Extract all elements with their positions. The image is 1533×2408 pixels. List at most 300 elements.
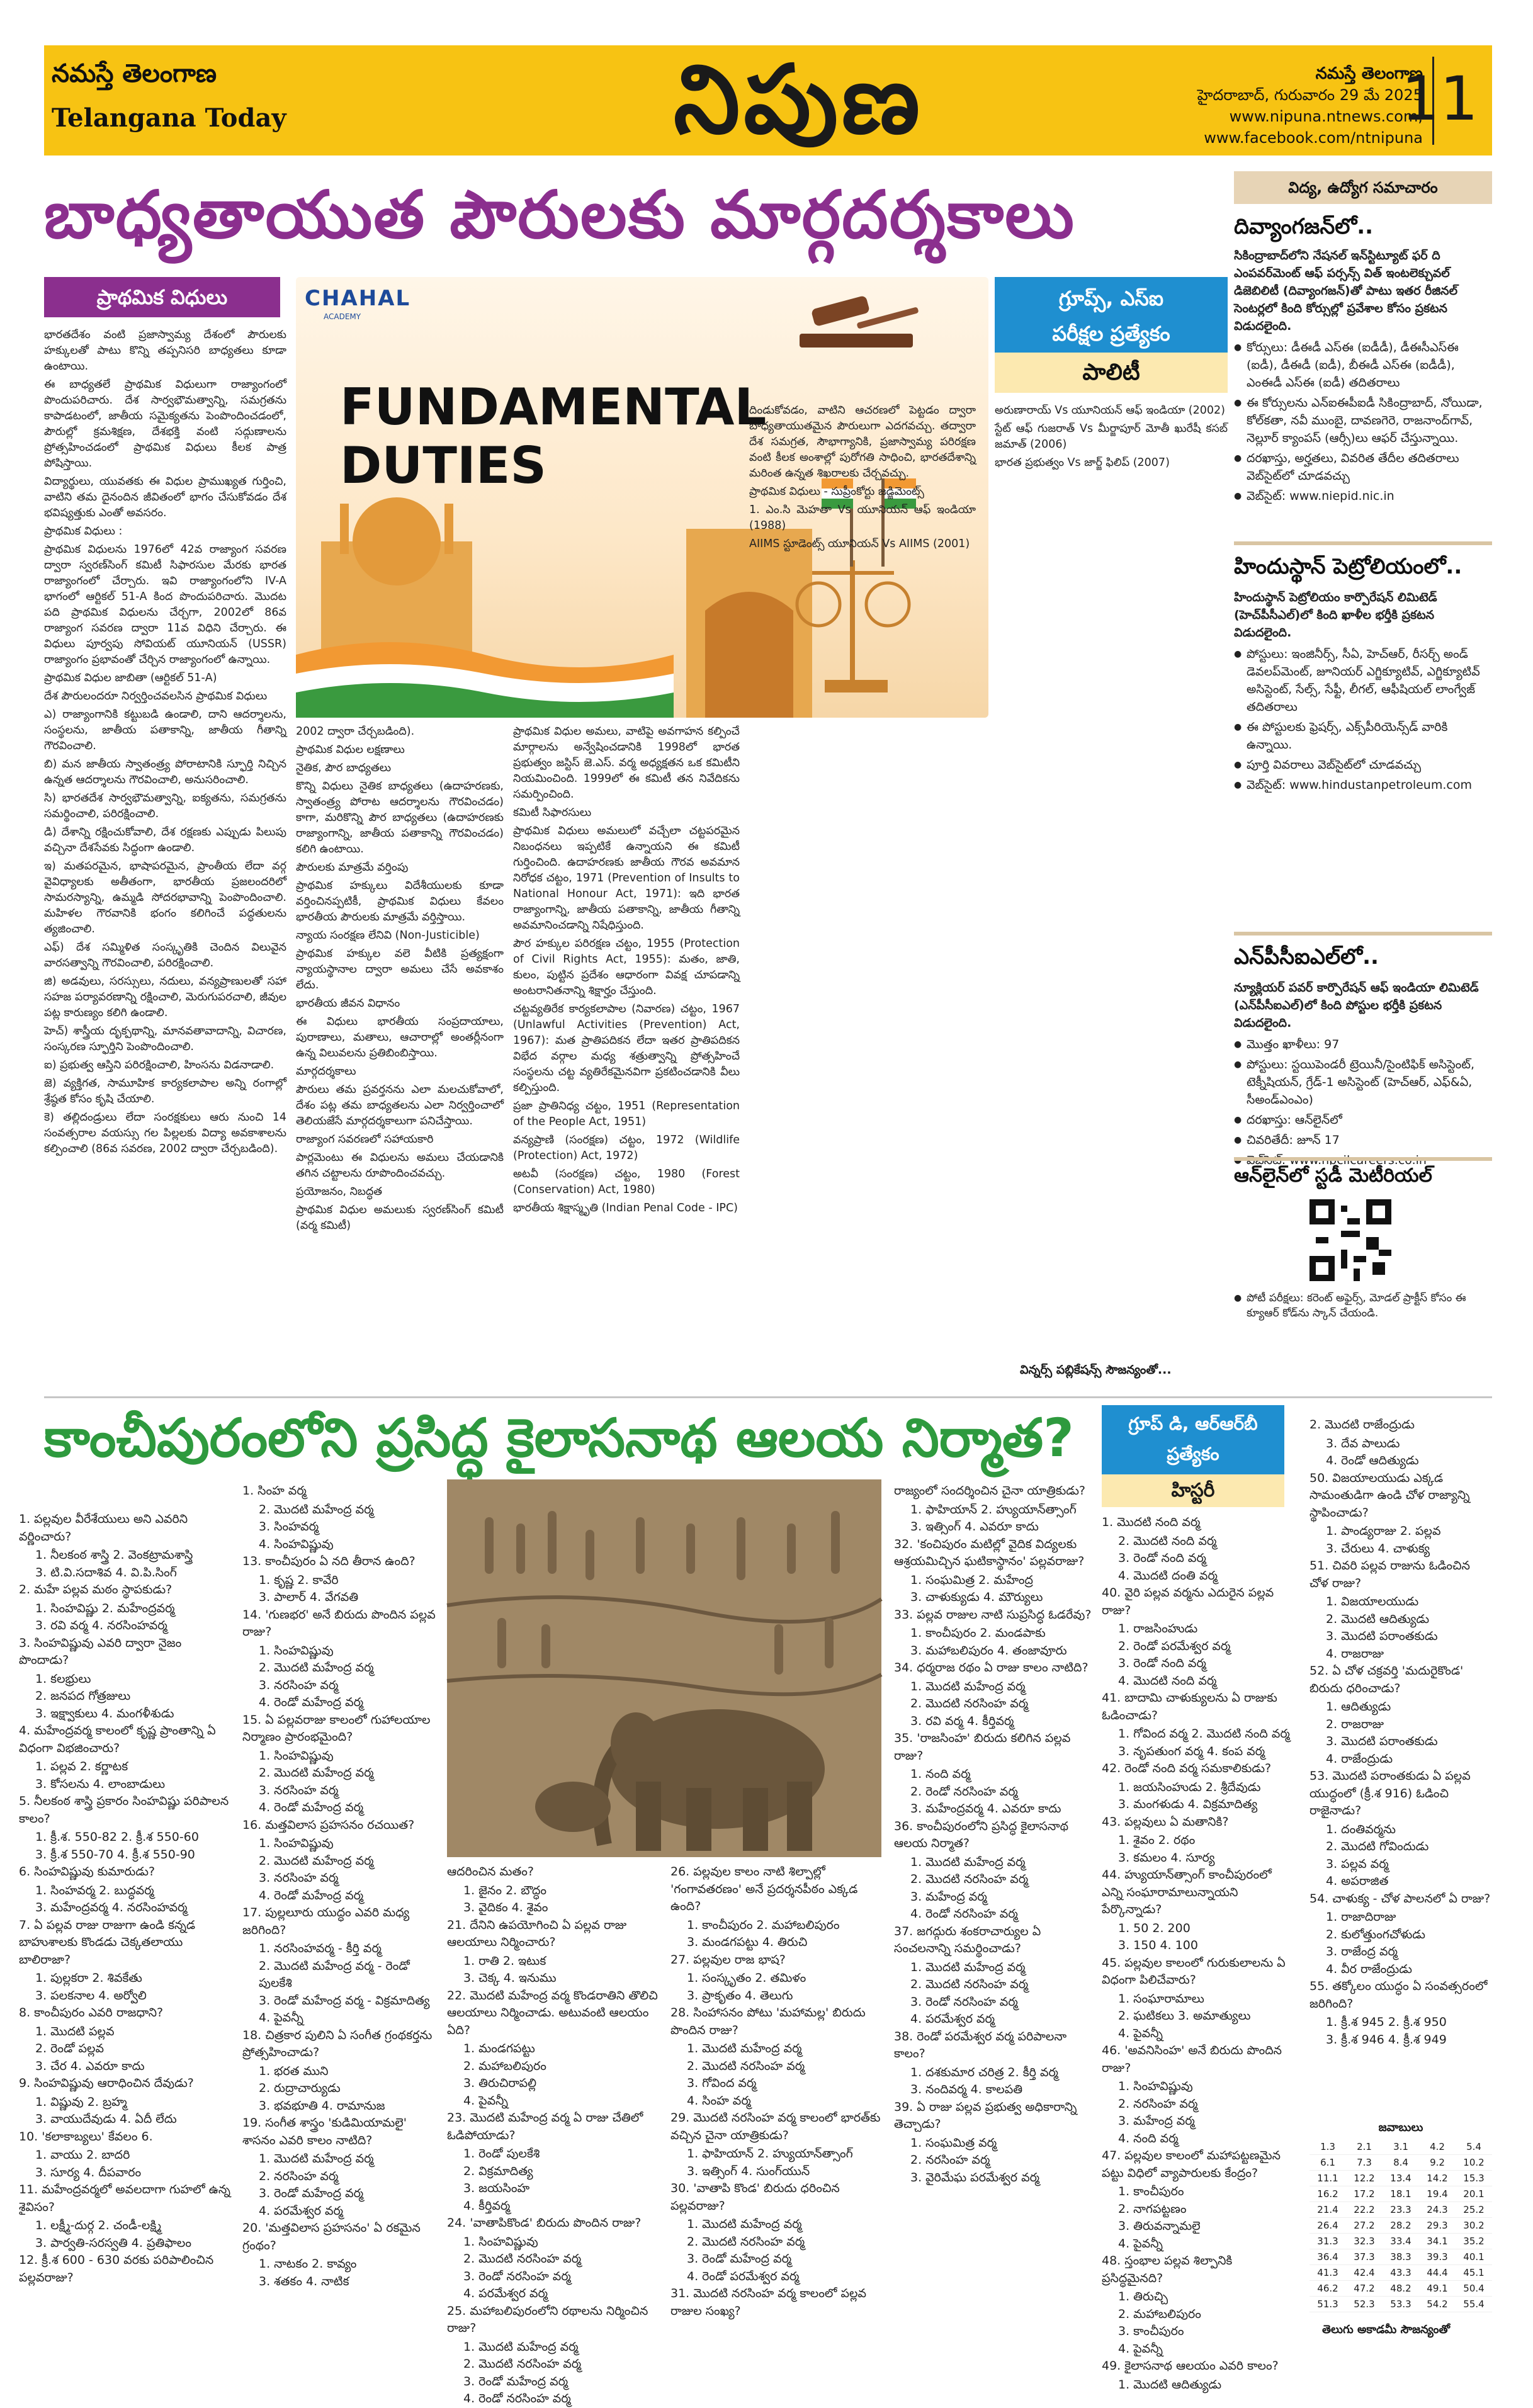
question-option: 2. రుద్రాచార్యుడు	[259, 2081, 341, 2095]
answer-key-table	[1310, 2118, 1492, 2312]
question-text: 19. సంగీత శాస్త్రం 'కుడిమియామలై' శాసనం ఎవరి కాలం నాటిది?	[242, 2116, 407, 2147]
question-option: 1. మొదటి మహేంద్ర వర్మ	[910, 1679, 1026, 1693]
question-option: 1. రాజసింహుడు	[1118, 1622, 1198, 1636]
answer-row	[1310, 2297, 1492, 2312]
divyangjan-box	[1234, 247, 1492, 507]
answer-row	[1310, 2234, 1492, 2249]
question-text: 6. సింహవిష్ణువు కుమారుడు?	[19, 1865, 156, 1879]
question-option: 4. నంది వర్మ	[1118, 2131, 1179, 2145]
question-option: 4. పైవన్నీ	[463, 2093, 509, 2108]
sidebar-list-item: ● పోస్టులు: ఇంజినీర్స్, సీఏ, హెచ్‌ఆర్, రీసర్చ్ అండ్ డెవలప్‌మెంట్, జూనియర్ ఎగ్జిక్యూటివ్, ఎగ్జిక్యూటివ్ అసిస్టెంట్, సేల్స్, సేఫ్టీ, లీగల్, ఆఫీషియల్ లాంగ్వేజ్ తదితరాలు	[1234, 645, 1492, 716]
question-option: 4. పరమేశ్వర వర్మ	[463, 2286, 548, 2300]
question-option: 1. సింహవిష్ణువు	[463, 2234, 538, 2249]
question-option: 1. సింహవిష్ణువు	[1118, 2079, 1193, 2093]
question-text: 39. ఏ రాజు పల్లవ ప్రభుత్వ అధికారాన్ని తెచ్చాడు?	[894, 2100, 1077, 2131]
question-option: 3. మహేంద్ర వర్మ	[1118, 2114, 1195, 2128]
question-option: 3. నృపతుంగ వర్మ 4. కంప వర్మ	[1118, 1744, 1265, 1758]
article-paragraph: ప్రయోజనం, నిబద్ధత	[296, 1185, 383, 1198]
question-text: 40. వైరి పల్లవ వర్మను ఎదురైన పల్లవ రాజు?	[1102, 1586, 1274, 1617]
question-text: 45. పల్లవుల కాలంలో గురుకులాలను ఏ విధంగా పిలిచేవారు?	[1102, 1955, 1286, 1987]
groups-banner	[995, 277, 1228, 353]
answer-cell: 46.2	[1310, 2281, 1346, 2297]
question-text: 24. 'వాతాపికొండ' బిరుదు పొందిన రాజు?	[447, 2216, 642, 2230]
question-option: 1. పాండ్యరాజు 2. పల్లవ	[1326, 1524, 1441, 1538]
article-paragraph: ప్రాథమిక విధులు - సుప్రీంకోర్టు జడ్జిమెంట్స్	[749, 485, 924, 498]
question-option: 1. సింహవిష్ణువు	[259, 1643, 334, 1658]
npcil-list	[1234, 1036, 1492, 1169]
question-option: 1. విష్ణువు 2. బ్రహ్మ	[35, 2094, 127, 2109]
question-text: 16. మత్తవిలాస ప్రహసనం రచయిత?	[242, 1817, 415, 1832]
question-option: 4. మొదటి దంతి వర్మ	[1118, 1568, 1218, 1583]
question-option: 2. రెండో పరమేశ్వర వర్మ	[1118, 1639, 1231, 1653]
article-paragraph: ఈ బాధ్యతలే ప్రాథమిక విధులుగా రాజ్యాంగంలో పొందుపరిచారు. దేశ సార్వభౌమత్వాన్ని, సమగ్రతను కాపాడటంలో, జాతీయ సమైక్యతను పెంపొందించడంలో, పౌరుల్లో క్రమశిక్షణ, దేశభక్తి వంటి సద్గుణాలను ప్రోత్సహించడంలో ప్రాథమిక విధులు కీలక పాత్ర పోషిస్తాయి.	[44, 378, 286, 470]
question-text: 51. చివరి పల్లవ రాజును ఓడించిన చోళ రాజు?	[1310, 1559, 1470, 1590]
article-paragraph: ప్రజా ప్రాతినిధ్య చట్టం, 1951 (Representation of the People Act, 1951)	[513, 1100, 740, 1128]
question-text: 21. దేనిని ఉపయోగించి ఏ పల్లవ రాజు ఆలయాలు నిర్మించారు?	[447, 1918, 627, 1949]
question-option: 1. క్రీ.శ 945 2. క్రీ.శ 950	[1326, 2015, 1447, 2029]
article-column-1	[44, 327, 286, 1379]
question-text: 42. రెండో నంది వర్మ సమకాలికుడు?	[1102, 1761, 1272, 1775]
question-text: 18. చిత్రకార పులిని ఏ సంగీత గ్రంథకర్తను ప్రోత్సహించాడు?	[242, 2028, 433, 2059]
question-option: 4. పైవన్నీ	[1118, 2341, 1163, 2356]
section-divider	[44, 1396, 1492, 1398]
question-option: 3. రెండో మహేంద్ర వర్మ - విక్రమాదిత్య	[259, 1993, 430, 2008]
question-option: 3. నరసింహ వర్మ	[259, 1783, 339, 1797]
question-option: 2. రెండో నరసింహ వర్మ	[910, 1784, 1018, 1799]
question-option: 2. మొదటి నరసింహ వర్మ	[910, 1977, 1029, 1991]
answer-cell: 43.3	[1383, 2265, 1419, 2281]
question-option: 3. ప్రాకృతం 4. తెలుగు	[687, 1988, 793, 2003]
question-text: 20. 'మత్తవిలాస ప్రహసనం' ఏ రకమైన గ్రంథం?	[242, 2221, 421, 2253]
question-option: 4. రాజరాజు	[1326, 1646, 1384, 1661]
main-headline: బాధ్యతాయుత పౌరులకు మార్గదర్శకాలు	[44, 176, 1075, 253]
answer-cell: 25.2	[1456, 2202, 1492, 2218]
question-text: 49. కైలాసనాథ ఆలయం ఎవరి కాలం?	[1102, 2359, 1279, 2373]
question-option: 1. మండగపట్టు	[463, 2042, 535, 2055]
question-option: 3. చేరులు 4. చాళుక్య	[1326, 1541, 1430, 1556]
answer-cell: 18.1	[1383, 2186, 1419, 2202]
article-paragraph: జి) అడవులు, సరస్సులు, నదులు, వన్యప్రాణులతో సహా సహజ పర్యావరణాన్ని రక్షించాలి, మెరుగుపరచాలి, జీవుల పట్ల కారుణ్యం కలిగి ఉండాలి.	[44, 975, 286, 1019]
sidebar-list-item: ● ఈ పోస్టులకు ఫ్రెషర్స్, ఎక్స్‌పీరియెన్స్‌డ్ వారికి ఉన్నాయి.	[1234, 718, 1492, 754]
question-text: 48. స్తంభాల పల్లవ శిల్పానికి ప్రసిద్ధమైనది?	[1102, 2254, 1233, 2285]
article-paragraph: న్యాయ సంరక్షణ లేనివి (Non-Justicible)	[296, 929, 480, 942]
answer-cell: 34.1	[1419, 2234, 1456, 2249]
question-option: 3. రెండో నంది వర్మ	[1118, 1656, 1206, 1670]
question-option: 2. మొదటి మహేంద్ర వర్మ	[259, 1853, 374, 1868]
question-option: 1. సంఘమిత్ర వర్మ	[910, 2135, 997, 2150]
article-paragraph: ఈ విధులు భారతీయ సంప్రదాయాలు, పురాణాలు, మతాలు, ఆచారాల్లో అంతర్లీనంగా ఉన్న విలువలను ప్రతిబింబిస్తాయి.	[296, 1015, 504, 1060]
question-option: 3. పల్లవ వర్మ	[1326, 1857, 1389, 1871]
divyangjan-intro: సికింద్రాబాద్‌లోని నేషనల్ ఇన్‌స్టిట్యూట్ ఫర్ ది ఎంపవర్‌మెంట్ ఆఫ్ పర్సన్స్ విత్ ఇంటలెక్చువల్ డిజెబిలిటీ (దివ్యాంగజన్)తో పాటు ఇతర రీజినల్ సెంటర్లలో కింది కోర్సుల్లో ప్రవేశాల కోసం ప్రకటన విడుదలైంది.	[1234, 249, 1458, 333]
question-option: 4. పరమేశ్వర వర్మ	[910, 2012, 995, 2026]
answer-row	[1310, 2265, 1492, 2281]
question-option: 1. పల్లవ 2. కర్ణాటక	[35, 1760, 128, 1773]
answer-cell: 41.3	[1310, 2265, 1346, 2281]
article-paragraph: ప్రాథమిక విధుల జాబితా (ఆర్టికల్ 51-A)	[44, 672, 217, 684]
question-text: 46. 'అవనిసింహ' అనే బిరుదు పొందిన రాజు?	[1102, 2043, 1282, 2075]
question-option: 4. కీర్తివర్మ	[463, 2198, 511, 2213]
question-option: 3. రెండో మహేంద్ర వర్మ	[259, 2186, 364, 2200]
answer-cell: 36.4	[1310, 2249, 1346, 2265]
article-paragraph: ఎ) రాజ్యాంగానికి కట్టుబడి ఉండాలి, దాని ఆదర్శాలను, సంస్థలను, జాతీయ పతాకాన్ని, జాతీయ గీతాన్ని గౌరవించాలి.	[44, 708, 286, 752]
question-text: 29. మొదటి నరసింహ వర్మ కాలంలో భారత్‌కు వచ్చిన చైనా యాత్రికుడు?	[670, 2111, 881, 2142]
article-paragraph: భారతీయ శిక్షాస్మృతి (Indian Penal Code - IPC)	[513, 1202, 738, 1214]
question-option: 1. మొదటి మహేంద్ర వర్మ	[463, 2339, 579, 2354]
section-title: నిపుణ	[674, 45, 924, 155]
question-option: 2. మహాబలిపురం	[463, 2059, 546, 2073]
question-option: 3. కోసలను 4. లాంబాడులు	[35, 1777, 166, 1791]
answer-cell: 12.2	[1346, 2171, 1383, 2186]
temple-relief-image	[447, 1479, 881, 1857]
question-option: 3. మొదటి పరాంతకుడు	[1326, 1734, 1438, 1748]
question-option: 3. రెండో మహేంద్ర వర్మ	[687, 2252, 792, 2266]
question-option: 1. మొదటి మహేంద్ర వర్మ	[259, 2152, 374, 2166]
answer-cell: 54.2	[1419, 2297, 1456, 2312]
answer-cell: 23.3	[1383, 2202, 1419, 2218]
question-text: 54. చాళుక్య - చోళ పాలనలో ఏ రాజు?	[1310, 1891, 1491, 1906]
second-headline: కాంచీపురంలోని ప్రసిద్ధ కైలాసనాథ ఆలయ నిర్మాత?	[44, 1407, 1074, 1469]
questions-column-2	[242, 1483, 438, 2336]
question-option: 1. కాంచీపురం	[1118, 2185, 1184, 2198]
page-number: 11	[1401, 64, 1478, 134]
hpcl-title: హిందుస్థాన్ పెట్రోలియంలో..	[1234, 554, 1492, 584]
question-text: 1. సింహ వర్మ	[242, 1484, 307, 1498]
question-option: 3. మహేంద్రవర్మ 4. ఎవరూ కాదు	[910, 1802, 1061, 1816]
question-text: 53. మొదటి పరాంతకుడు ఏ పల్లవ యుద్ధంలో (క్రీ.శ 916) ఓడించి రాజైనాడు?	[1310, 1769, 1471, 1817]
question-text: 33. పల్లవ రాజుల నాటి సుప్రసిద్ధ ఓడరేవు?	[894, 1607, 1092, 1622]
question-text: 5. నీలకంఠ శాస్త్రి ప్రకారం సింహవిష్ణు పరిపాలన కాలం?	[19, 1794, 229, 1826]
dateline-block	[1197, 63, 1423, 149]
question-text: 1. పల్లవుల వీరేశేయులు అని ఎవరిని వర్ణించారు?	[19, 1512, 188, 1544]
question-text: 50. విజయాలయుడు ఎక్కడ సామంతుడిగా ఉండి చోళ రాజ్యాన్ని స్థాపించాడు?	[1310, 1471, 1470, 1520]
question-option: 1. వాయు 2. బాదరి	[35, 2148, 130, 2162]
question-option: 2. మొదటి మహేంద్ర వర్మ	[259, 1766, 374, 1780]
answer-cell: 16.2	[1310, 2186, 1346, 2202]
facebook-link[interactable]: www.facebook.com/ntnipuna	[1204, 129, 1423, 147]
article-paragraph: ప్రాథమిక హక్కుల వలె వీటికి ప్రత్యక్షంగా న్యాయస్థానాల ద్వారా అమలు చేసే అవకాశం లేదు.	[296, 947, 504, 992]
masthead	[44, 45, 1492, 155]
question-option: 3. చాళుక్యుడు 4. మౌర్యులు	[910, 1590, 1043, 1604]
article-paragraph: బి) మన జాతీయ స్వాతంత్ర్య పోరాటానికి స్ఫూర్తి నిచ్చిన ఉన్నత ఆదర్శాలను గౌరవించాలి, అనుసరించాలి.	[44, 758, 286, 786]
answer-cell: 14.2	[1419, 2171, 1456, 2186]
question-option: 4. రెండో మహేంద్ర వర్మ	[259, 1695, 364, 1709]
question-option: 4. పైవన్నీ	[1118, 2236, 1163, 2251]
question-option: 2. మొదటి గోవిందుడు	[1326, 1840, 1429, 1853]
question-option: 4. రెండో మహేంద్ర వర్మ	[259, 1888, 364, 1902]
question-option: 1. కలభ్రులు	[35, 1671, 91, 1686]
article-paragraph: మార్గదర్శకాలు	[296, 1065, 356, 1078]
question-option: 1. జైనం 2. బౌద్ధం	[463, 1883, 547, 1897]
answer-cell: 45.1	[1456, 2265, 1492, 2281]
question-option: 1. దంతివర్మను	[1326, 1822, 1396, 1836]
question-option: 3. మొదటి పరాంతకుడు	[1326, 1629, 1438, 1643]
question-option: 1. కృష్ణ 2. కావేరి	[259, 1573, 339, 1587]
question-option: 4. సింహవిష్ణువు	[259, 1537, 334, 1551]
answer-cell: 9.2	[1419, 2155, 1456, 2171]
answer-cell: 53.3	[1383, 2297, 1419, 2312]
answer-cell: 32.3	[1346, 2234, 1383, 2249]
question-option: 4. వీర రాజేంద్రుడు	[1326, 1962, 1412, 1976]
sidebar-list-item: ● మొత్తం ఖాళీలు: 97	[1234, 1036, 1492, 1053]
question-text: 37. జగద్గురు శంకరాచార్యుల ఏ సంచలనాన్ని సమర్థించాడు?	[894, 1924, 1041, 1955]
answer-row	[1310, 2171, 1492, 2186]
question-option: 3. క్రీ.శ 550-70 4. క్రీ.శ 550-90	[35, 1847, 195, 1862]
sidebar-list-item: ● దరఖాస్తు, అర్హతలు, వివరిత తేదీల తదితరాలు వెబ్‌సైట్‌లో చూడవచ్చు	[1234, 449, 1492, 485]
question-option: 4. రెండో నరసింహ వర్మ	[910, 1907, 1018, 1921]
answer-cell: 6.1	[1310, 2155, 1346, 2171]
question-text: 26. పల్లవుల కాలం నాటి శిల్పాల్లో 'గంగావతరణం' అనే ప్రదర్శనపీఠం ఎక్కడ ఉంది?	[670, 1865, 858, 1913]
question-text: 2. మహే పల్లవ మఠం స్థాపకుడు?	[19, 1583, 173, 1597]
answer-cell: 7.3	[1346, 2155, 1383, 2171]
answer-cell: 44.4	[1419, 2265, 1456, 2281]
divyangjan-title: దివ్యాంగజన్‌లో..	[1234, 214, 1492, 244]
question-option: 3. సూర్య 4. దీపవారం	[35, 2165, 142, 2179]
illustration-title: FUNDAMENTAL DUTIES	[340, 378, 767, 495]
question-option: 1. ఫాహియాన్ 2. హ్యుయాన్‌త్సాంగ్	[910, 1502, 1077, 1517]
questions-column-6	[1102, 1514, 1291, 2392]
question-option: 3. ఇత్సింగ్ 4. సుంగ్‌యున్	[687, 2164, 810, 2178]
question-option: 4. రెండో మహేంద్ర వర్మ	[259, 1800, 364, 1814]
question-option: 1. రెండో పులకేశి	[463, 2147, 540, 2161]
question-option: 3. రెండో నరసింహ వర్మ	[463, 2269, 571, 2283]
right-brand: నమస్తే తెలంగాణ	[1315, 64, 1423, 83]
article-paragraph: పౌర హక్కుల పరిరక్షణ చట్టం, 1955 (Protection of Civil Rights Act, 1955): మతం, జాతి, కులం, పుట్టిన ప్రదేశం ఆధారంగా వివక్ష చూపడాన్ని అంటరానితనాన్ని శిక్షార్హం చేస్తుంది.	[513, 937, 740, 997]
answer-cell: 11.1	[1310, 2171, 1346, 2186]
question-text: 43. పల్లవులు ఏ మతానికి?	[1102, 1814, 1229, 1829]
question-option: 3. పార్వతి-సరస్వతి 4. ప్రతిఫాలం	[35, 2236, 192, 2250]
brand-english: Telangana Today	[52, 103, 286, 133]
question-option: 3. రాజేంద్ర వర్మ	[1326, 1945, 1398, 1959]
question-option: 1. నంది వర్మ	[910, 1767, 971, 1781]
sidebar-list-item: ● చివరితేదీ: జూన్ 17	[1234, 1131, 1492, 1149]
answer-cell: 42.4	[1346, 2265, 1383, 2281]
article-paragraph: ప్రాథమిక విధులు అమలులో వచ్చేలా చట్టపరమైన నిబంధనలు ఇప్పటికే ఉన్నాయని ఈ కమిటీ గుర్తించింది. ఉదాహరణకు జాతీయ గౌరవ అవమాన నిరోధక చట్టం, 1971 (Prevention of Insults to National Honour Act, 1971): ఇది భారత రాజ్యాంగాన్ని, జాతీయ పతాకాన్ని, జాతీయ గీతాన్ని అవమానించడాన్ని నిషేధిస్తుంది.	[513, 825, 740, 932]
sidebar-list-item[interactable]: ● వెబ్‌సైట్: www.niepid.nic.in	[1234, 487, 1492, 505]
answer-cell: 33.4	[1383, 2234, 1419, 2249]
answer-cell: 21.4	[1310, 2202, 1346, 2218]
article-paragraph: పార్లమెంటు ఈ విధులను అమలు చేయడానికి తగిన చట్టాలను రూపొందించవచ్చు.	[296, 1151, 504, 1180]
question-option: 3. క్రీ.శ 946 4. క్రీ.శ 949	[1326, 2032, 1447, 2047]
question-option: 1. దశకుమార చరిత్ర 2. కీర్తి వర్మ	[910, 2065, 1058, 2079]
article-paragraph: ఇ) మతపరమైన, భాషాపరమైన, ప్రాంతీయ లేదా వర్గ వైవిధ్యాలకు అతీతంగా, భారతీయ ప్రజలందరిలో సామరస్యాన్ని, ఉమ్మడి సోదరభావాన్ని పెంపొందించాలి. మహిళల గౌరవానికి భంగం కలిగించే పద్ధతులను త్యజించాలి.	[44, 860, 286, 936]
question-text: 7. ఏ పల్లవ రాజు రాజుగా ఉండి కన్నడ బాహుశాలకు కొండడు చెక్కతలాయు బాలిరాజా?	[19, 1918, 196, 1967]
question-option: 4. రెండో ఆదిత్యుడు	[1326, 1454, 1419, 1467]
answer-key-title: జవాబులు	[1378, 2121, 1423, 2134]
question-option: 2. మొదటి నరసింహ వర్మ	[463, 2357, 582, 2371]
article-paragraph: 2002 ద్వారా చేర్చబడింది).	[296, 725, 415, 738]
article-paragraph: దేశ పౌరులందరూ నిర్వర్తించవలసిన ప్రాథమిక విధులు	[44, 690, 268, 703]
sidebar-list-item: ● ఈ కోర్సులను ఎన్ఐఈపీఐడీ సికింద్రాబాద్, నోయిడా, కోల్‌కతా, నవీ ముంబై, దావణగెరె, రాజనాంద్‌గావ్, నెల్లూర్ క్యాంపస్ (ఆర్సీ)లు ఆఫర్ చేస్తున్నాయి.	[1234, 394, 1492, 447]
question-option: 3. రెండో నరసింహ వర్మ	[910, 1994, 1018, 2009]
question-option: 3. మహాబలిపురం 4. తంజావూరు	[910, 1643, 1067, 1658]
article-paragraph: చట్టవ్యతిరేక కార్యకలాపాల (నివారణ) చట్టం, 1967 (Unlawful Activities (Prevention) Act, 1967): మత ప్రాతిపదికన లేదా ఇతర ప్రాతిపదికన విభేద వర్గాల మధ్య శత్రుత్వాన్ని ప్రోత్సహించే సంస్థలను చట్ట వ్యతిరేకమైనవిగా ప్రకటించడానికి వీలు కల్పిస్తుంది.	[513, 1003, 740, 1094]
question-option: 1. ఆదిత్యుడు	[1326, 1700, 1391, 1714]
question-option: 1. మొదటి మహేంద్ర వర్మ	[910, 1855, 1026, 1869]
qr-code-icon[interactable]	[1310, 1199, 1391, 1281]
gavel-icon	[787, 290, 925, 353]
article-paragraph: ప్రాథమిక విధుల లక్షణాలు	[296, 743, 405, 756]
question-option: 3. జయసింహ	[463, 2181, 530, 2195]
hpcl-intro: హిందుస్థాన్ పెట్రోలియం కార్పొరేషన్ లిమిటెడ్ (హెచ్‌పీసీఎల్)లో కింది ఖాళీల భర్తీకి ప్రకటన విడుదలైంది.	[1234, 591, 1437, 640]
answer-cell: 52.3	[1346, 2297, 1383, 2312]
question-option: 1. శైవం 2. రథం	[1118, 1833, 1196, 1847]
answer-cell: 35.2	[1456, 2234, 1492, 2249]
answer-cell: 27.2	[1346, 2218, 1383, 2234]
question-option: 2. నరసింహ వర్మ	[910, 2153, 990, 2167]
question-option: 4. మొదటి నంది వర్మ	[1118, 1673, 1217, 1688]
question-text: 2. మొదటి రాజేంద్రుడు	[1310, 1418, 1415, 1432]
question-option: 3. ఇత్సింగ్ 4. ఎవరూ కాదు	[910, 1520, 1039, 1534]
question-option: 2. నరసింహ వర్మ	[1118, 2096, 1198, 2111]
article-column-2	[296, 724, 504, 1379]
article-paragraph: భారతీయ జీవన విధానం	[296, 997, 400, 1010]
section-label: ప్రాథమిక విధులు	[44, 277, 280, 317]
questions-column-4	[670, 1863, 885, 2336]
question-option: 1. సంఘారామాలు	[1118, 1991, 1204, 2006]
sidebar-divider	[1234, 541, 1492, 545]
question-option: 4. సింహ వర్మ	[687, 2093, 751, 2108]
question-text: 28. సింహాసనం పోటు 'మహామల్ల' బిరుదు పొందిన రాజు?	[670, 2006, 866, 2037]
answer-cell: 31.3	[1310, 2234, 1346, 2249]
question-option: 3. పలకనాల 4. అర్వోలి	[35, 1988, 147, 2003]
sidebar-list-item[interactable]: ● వెబ్‌సైట్: www.hindustanpetroleum.com	[1234, 776, 1492, 794]
question-option: 3. నరసింహ వర్మ	[259, 1871, 339, 1885]
question-option: 1. సంస్కృతం 2. తమిళం	[687, 1971, 806, 1985]
question-option: 4. రెండో నరసింహ వర్మ	[463, 2392, 571, 2405]
answer-cell: 10.2	[1456, 2155, 1492, 2171]
answer-cell: 22.2	[1346, 2202, 1383, 2218]
article-paragraph: ప్రాథమిక విధుల అమలుకు స్వరణ్‌సింగ్ కమిటీ (వర్మ కమిటీ)	[296, 1204, 504, 1232]
article-paragraph: కమిటీ సిఫారసులు	[513, 806, 592, 819]
question-option: 1. తిరుచ్చి	[1118, 2290, 1168, 2303]
question-option: 3. రవి వర్మ 4. నరసింహవర్మ	[35, 1619, 167, 1632]
answer-row	[1310, 2139, 1492, 2155]
sidebar-header: విద్య, ఉద్యోగ సమాచారం	[1234, 171, 1492, 204]
question-text: 31. మొదటి నరసింహ వర్మ కాలంలో పల్లవ రాజుల సంఖ్య?	[670, 2286, 866, 2318]
answer-cell: 28.2	[1383, 2218, 1419, 2234]
article-paragraph: నైతిక, పౌర బాధ్యతలు	[296, 762, 392, 774]
question-option: 1. రాతి 2. ఇటుక	[463, 1953, 546, 1968]
answer-cell: 3.1	[1383, 2139, 1419, 2155]
answer-cell: 5.4	[1456, 2139, 1492, 2155]
article-paragraph: ప్రాథమిక విధులు :	[44, 525, 123, 538]
questions-column-7	[1310, 1416, 1492, 2109]
question-option: 3. కమలం 4. సూర్య	[1118, 1850, 1215, 1865]
question-option: 2. రాజరాజు	[1326, 1717, 1384, 1731]
question-text: 36. కాంచీపురంలోని ప్రసిద్ధ కైలాసనాథ ఆలయ నిర్మాత?	[894, 1819, 1069, 1850]
answer-key-body	[1310, 2139, 1492, 2312]
question-option: 1. భరత ముని	[259, 2064, 329, 2078]
question-text: 9. సింహవిష్ణువు ఆరాధించిన దేవుడు?	[19, 2076, 194, 2090]
question-option: 2. నరసింహ వర్మ	[259, 2169, 339, 2183]
question-text: 10. 'కలాకాబ్యలు' కేవలం 6.	[19, 2129, 153, 2144]
study-material-text: ● పోటీ పరీక్షలు: కరెంట్ అఫైర్స్, మోడల్ ప్రాక్టీస్ కోసం ఈ క్యూఆర్ కోడ్‌ను స్కాన్ చేయండి.	[1234, 1291, 1492, 1321]
question-text: 27. పల్లవుల రాజ భాష?	[670, 1952, 786, 1967]
website-link[interactable]: www.nipuna.ntnews.com,	[1229, 108, 1423, 125]
answer-cell: 37.3	[1346, 2249, 1383, 2265]
question-option: 1. మొదటి పల్లవ	[35, 2024, 115, 2038]
question-text: 12. క్రీ.శ 600 - 630 వరకు పరిపాలించిన పల్లవరాజు?	[19, 2253, 214, 2285]
question-option: 4. రెండో పరమేశ్వర వర్మ	[687, 2269, 800, 2283]
question-option: 1. రాజాదిరాజు	[1326, 1910, 1396, 1924]
question-option: 1. క్రీ.శ. 550-82 2. క్రీ.శ 550-60	[35, 1830, 199, 1844]
sidebar-divider	[1234, 932, 1492, 936]
question-option: 1. సింహవిష్ణు 2. మహేంద్రవర్మ	[35, 1601, 175, 1615]
question-option: 4. పైవన్నీ	[1118, 2026, 1163, 2040]
answer-cell: 55.4	[1456, 2297, 1492, 2312]
article-paragraph: భారత ప్రభుత్వం Vs జార్జ్ ఫిలిప్ (2007)	[995, 456, 1170, 469]
question-option: 2. మొదటి నరసింహ వర్మ	[687, 2059, 805, 2073]
question-option: 4. అపరాజిత	[1326, 1874, 1389, 1888]
article-paragraph: సి) భారతదేశ సార్వభౌమత్వాన్ని, ఐక్యతను, సమగ్రతను సమర్థించాలి, పరిరక్షించాలి.	[44, 792, 286, 820]
question-option: 3. మంగళుడు 4. విక్రమాదిత్య	[1118, 1797, 1258, 1811]
answer-cell: 50.4	[1456, 2281, 1492, 2297]
answer-cell: 38.3	[1383, 2249, 1419, 2265]
question-option: 1. కాంచీపురం 2. మహాబలిపురం	[687, 1918, 840, 1932]
answer-cell: 29.3	[1419, 2218, 1456, 2234]
question-text: 22. మొదటి మహేంద్ర వర్మ కొండరాతిని తొలిచి ఆలయాలు నిర్మించాడు. అటువంటి ఆలయం ఏది?	[447, 1988, 658, 2037]
question-option: 3. మహేంద్ర వర్మ	[910, 1889, 987, 1904]
question-option: 3. రెండో నంది వర్మ	[1118, 1551, 1206, 1565]
answer-row	[1310, 2281, 1492, 2297]
question-option: 3. మహేంద్రవర్మ 4. నరసింహవర్మ	[35, 1901, 188, 1914]
article-paragraph: ప్రాథమిక విధుల అమలు, వాటిపై అవగాహన కల్పించే మార్గాలను అన్వేషించడానికి 1998లో భారత ప్రభుత్వం జస్టిస్ జె.ఎస్. వర్మ అధ్యక్షతన ఒక కమిటీని నియమించింది. 1999లో ఈ కమిటీ తన నివేదికను సమర్పించింది.	[513, 725, 740, 801]
answer-cell: 15.3	[1456, 2171, 1492, 2186]
question-text: 55. తక్కోలం యుద్ధం ఏ సంవత్సరంలో జరిగింది?	[1310, 1979, 1488, 2011]
dateline: హైదరాబాద్, గురువారం 29 మే 2025	[1197, 86, 1423, 104]
question-option: 1. నరసింహవర్మ - కీర్తి వర్మ	[259, 1942, 382, 1955]
question-option: 1. సంఘమిత్ర 2. మహేంద్ర	[910, 1573, 1033, 1587]
npcil-intro: న్యూక్లియర్ పవర్ కార్పొరేషన్ ఆఫ్ ఇండియా లిమిటెడ్ (ఎన్‌పీసీఐఎల్)లో కింది పోస్టుల భర్తీకి ప్రకటన విడుదలైంది.	[1234, 981, 1479, 1030]
answer-cell: 19.4	[1419, 2186, 1456, 2202]
group-d-banner	[1102, 1405, 1284, 1474]
sidebar-divider	[1234, 1157, 1492, 1161]
questions-column-5	[894, 1483, 1095, 2336]
question-option: 1. సింహవర్మ 2. బుద్ధవర్మ	[35, 1883, 154, 1897]
question-option: 1. సింహవిష్ణువు	[259, 1748, 334, 1763]
groups-banner-line2: పరీక్షల ప్రత్యేకం	[1052, 322, 1170, 346]
answer-cell: 47.2	[1346, 2281, 1383, 2297]
question-option: 2. ఘటికలు 3. అమాత్యులు	[1118, 2009, 1251, 2023]
article-paragraph: దిండుకోవడం, వాటిని ఆచరణలో పెట్టడం ద్వారా బాధ్యతాయుతమైన పౌరులుగా ఎదగవచ్చు. తద్వారా దేశ సమగ్రత, సౌభాగ్యానికి, ప్రజాస్వామ్య పరిరక్షణ వంటి కీలక అంశాల్లో పురోగతి సాధించి, భారతదేశాన్ని మరింత ఉన్నత శిఖరాలకు చేర్చవచ్చు.	[749, 404, 976, 480]
question-option: 1. మొదటి మహేంద్ర వర్మ	[910, 1960, 1026, 1974]
question-text: 14. 'గుణభర' అనే బిరుదు పొందిన పల్లవ రాజు?	[242, 1607, 436, 1639]
brand-block	[52, 59, 286, 133]
answer-cell: 8.4	[1383, 2155, 1419, 2171]
answer-cell: 4.2	[1419, 2139, 1456, 2155]
answer-cell: 20.1	[1456, 2186, 1492, 2202]
question-text: 44. హ్యుయాన్‌త్సాంగ్ కాంచీపురంలో ఎన్ని సంఘారామాలున్నాయని పేర్కొన్నాడు?	[1102, 1868, 1272, 1916]
article-paragraph: కె) తల్లిదండ్రులు లేదా సంరక్షకులు ఆరు నుంచి 14 సంవత్సరాల వయస్సు గల పిల్లలకు విద్యా అవకాశాలను కల్పించాలి (86వ సవరణ, 2002 ద్వారా చేర్చబడింది).	[44, 1111, 286, 1155]
article-paragraph: కొన్ని విధులు నైతిక బాధ్యతలు (ఉదాహరణకు, స్వాతంత్ర్య పోరాట ఆదర్శాలను గౌరవించడం) కాగా, మరికొన్ని పౌర బాధ్యతలు (ఉదాహరణకు రాజ్యాంగాన్ని, జాతీయ పతాకాన్ని గౌరవించడం) కలిగి ఉంటాయి.	[296, 780, 504, 856]
article-paragraph: పౌరులు తమ ప్రవర్తనను ఎలా మలచుకోవాలో, దేశం పట్ల తమ బాధ్యతలను ఎలా నిర్వర్తించాలో తెలియజేసే మార్గదర్శకాలుగా పనిచేస్తాయి.	[296, 1083, 504, 1128]
question-option: 3. పాలార్ 4. వేగవతి	[259, 1590, 359, 1604]
question-option: 2. మొదటి నరసింహ వర్మ	[910, 1872, 1029, 1886]
article-paragraph: ఐ) ప్రభుత్వ ఆస్తిని పరిరక్షించాలి, హింసను విడనాడాలి.	[44, 1059, 274, 1071]
relief-carving-icon	[447, 1479, 881, 1857]
article-paragraph: వన్యప్రాణి (సంరక్షణ) చట్టం, 1972 (Wildlife (Protection) Act, 1972)	[513, 1134, 740, 1162]
question-option: 1. లక్ష్మీ-దుర్గ 2. చండీ-లక్ష్మి	[35, 2219, 162, 2232]
question-text: 32. 'కంచిపురం మటిల్లో వైదిక విద్యలకు ఆశ్రయమిచ్చిన ఘటికాస్థానం' పల్లవరాజు?	[894, 1537, 1085, 1568]
sidebar-list-item: ● పోస్టులు: స్టయిపెండరీ ట్రెయినీ/సైంటిఫిక్ అసిస్టెంట్, టెక్నీషియన్, గ్రేడ్-1 అసిస్టెంట్ (హెచ్‌ఆర్, ఎఫ్&ఏ, సీఅండ్‌ఎంఎం)	[1234, 1056, 1492, 1109]
question-option: 3. 150 4. 100	[1118, 1938, 1198, 1952]
brand-telugu: నమస్తే తెలంగాణ	[52, 59, 217, 88]
sidebar-list-item: ● దరఖాస్తు: ఆన్‌లైన్‌లో	[1234, 1111, 1492, 1129]
chahal-logo: CHAHAL	[305, 286, 411, 311]
polity-credit: విన్నర్స్ పబ్లికేషన్స్ సౌజన్యంతో...	[1020, 1363, 1172, 1377]
question-text: 25. మహాబలిపురంలోని రథాలను నిర్మించిన రాజు?	[447, 2303, 648, 2335]
question-option: 1. నీలకంఠ శాస్త్రి 2. వెంకట్రామశాస్త్రి	[35, 1548, 193, 1562]
